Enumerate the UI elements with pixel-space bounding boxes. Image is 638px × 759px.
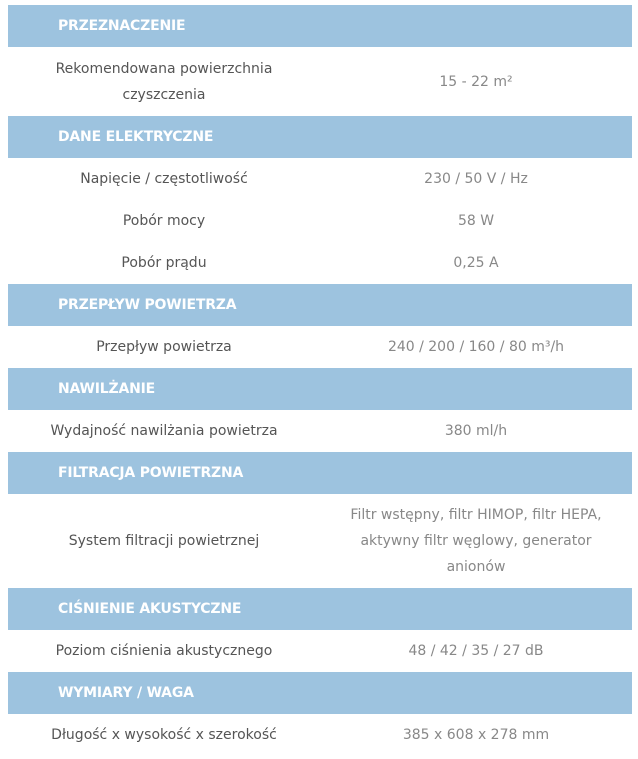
spec-label: System filtracji powietrznej: [68, 533, 260, 549]
spec-row: [8, 200, 632, 242]
spec-label: Pobór prądu: [121, 255, 207, 271]
spec-value: 385 x 608 x 278 mm: [402, 727, 550, 743]
spec-value: 230 / 50 V / Hz: [424, 171, 528, 187]
section-title: WYMIARY / WAGA: [8, 672, 632, 714]
spec-row: [8, 630, 632, 672]
spec-value: Filtr wstępny, filtr HIMOP, filtr HEPA, aktywny filtr węglowy, generator anionów: [350, 507, 602, 575]
spec-row: [8, 494, 632, 588]
spec-value: 15 - 22 m²: [439, 73, 513, 90]
spec-value: 240 / 200 / 160 / 80 m³/h: [387, 339, 565, 355]
spec-label: Długość x wysokość x szerokość: [51, 727, 277, 743]
section-header-filtracja-powietrzna: [8, 452, 632, 494]
specification-table: [8, 5, 632, 756]
spec-value: 380 ml/h: [444, 423, 508, 439]
section-header-cisnienie-akustyczne: [8, 588, 632, 630]
section-header-dane-elektryczne: [8, 116, 632, 158]
section-title: DANE ELEKTRYCZNE: [8, 116, 632, 158]
spec-label: Wydajność nawilżania powietrza: [50, 423, 278, 439]
section-title: NAWILŻANIE: [8, 368, 632, 410]
spec-label: Pobór mocy: [122, 213, 206, 229]
spec-row: [8, 410, 632, 452]
section-title: PRZEZNACZENIE: [8, 5, 632, 47]
spec-value: 48 / 42 / 35 / 27 dB: [408, 643, 544, 659]
section-title: PRZEPŁYW POWIETRZA: [8, 284, 632, 326]
spec-row: [8, 242, 632, 284]
spec-label: Poziom ciśnienia akustycznego: [55, 643, 273, 659]
section-header-przeznaczenie: [8, 5, 632, 47]
spec-row: [8, 158, 632, 200]
section-title: CIŚNIENIE AKUSTYCZNE: [8, 588, 632, 630]
spec-label: Napięcie / częstotliwość: [80, 171, 248, 187]
section-header-wymiary-waga: [8, 672, 632, 714]
spec-row: [8, 714, 632, 756]
spec-value: 58 W: [457, 213, 495, 229]
section-header-przeplyw-powietrza: [8, 284, 632, 326]
section-header-nawilzanie: [8, 368, 632, 410]
spec-row: [8, 47, 632, 116]
section-title: FILTRACJA POWIETRZNA: [8, 452, 632, 494]
spec-label: Przepływ powietrza: [96, 339, 232, 355]
spec-label: Rekomendowana powierzchnia czyszczenia: [55, 60, 273, 103]
spec-value: 0,25 A: [453, 255, 499, 271]
spec-row: [8, 326, 632, 368]
